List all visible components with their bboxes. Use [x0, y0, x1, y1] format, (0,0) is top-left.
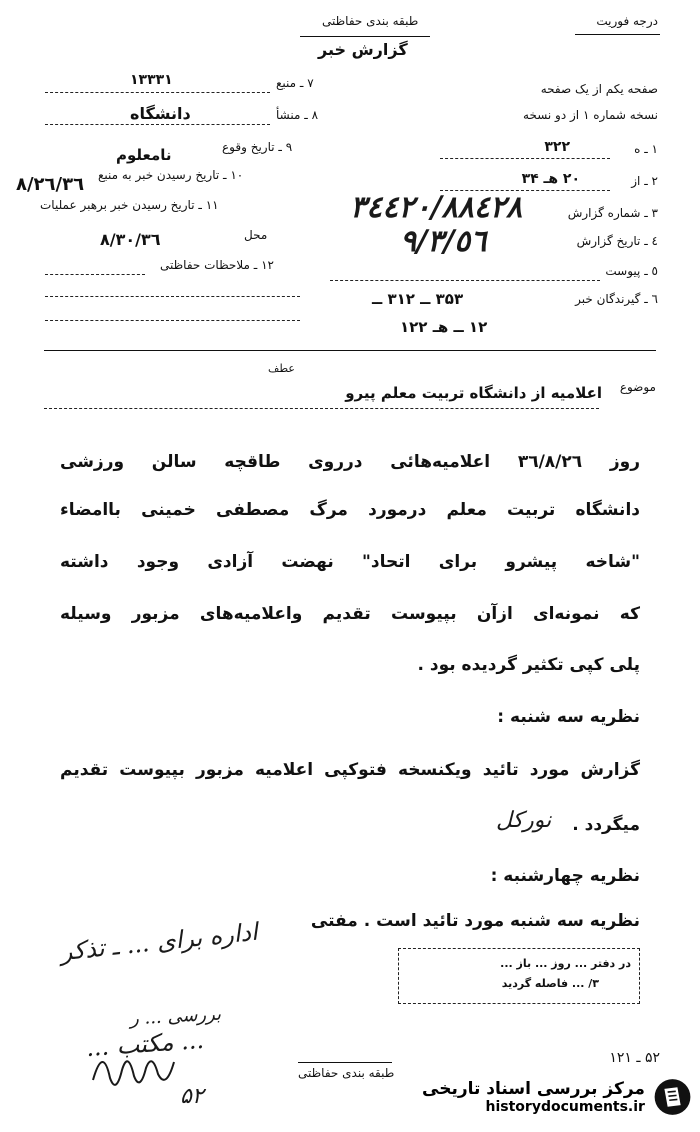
signature-scribble	[88, 1040, 178, 1100]
title-underline	[300, 36, 430, 37]
urgency-label: درجه فوریت	[596, 14, 658, 28]
watermark-name: مرکز بررسی اسناد تاریخی	[422, 1079, 645, 1099]
copy-number-field: نسخه شماره ۱ از دو نسخه	[523, 108, 658, 122]
report-date-label: ٤ ـ تاریخ گزارش	[576, 234, 658, 248]
watermark-url: historydocuments.ir	[485, 1099, 645, 1115]
subject-label: موضوع	[619, 380, 656, 394]
source-line	[45, 92, 270, 93]
body-line-4: که نمونه‌ای ازآن بپیوست تقدیم واعلامیه‌های مزبور وسیله	[60, 604, 640, 624]
wednesday-heading: نظریه چهارشنبه :	[490, 866, 640, 886]
tuesday-text-1: گزارش مورد تائید ویکنسخه فتوکپی اعلامیه مزبور بپیوست تقدیم	[60, 760, 640, 780]
source-label: ۷ ـ منبع	[276, 76, 314, 90]
tuesday-signature: نورکل	[496, 808, 552, 833]
handwritten-note-2: بررسی ... ر	[129, 1003, 222, 1030]
report-number-handwritten: ۳٤٤۲۰/۸۸٤۲۸	[350, 190, 523, 225]
recipients-line1: ۳۵۳ ــ ۳۱۲ ــ	[372, 290, 464, 308]
attachment-label: ٥ ـ پیوست	[605, 264, 658, 278]
notes-line-1	[45, 274, 145, 275]
origin-label: ۸ ـ منشأ	[276, 108, 319, 122]
recipients-line2: ۱۲ ــ هـ ۱۲۲	[400, 318, 488, 336]
handwritten-note-1: اداره برای ... ـ تذکر	[59, 917, 259, 967]
notes-label: ۱۲ ـ ملاحظات حفاظتی	[160, 258, 274, 272]
archive-watermark	[422, 1068, 692, 1126]
recv-source-label: ۱۰ ـ تاریخ رسیدن خبر به منبع	[98, 168, 244, 182]
body-line-2: دانشگاه تربیت معلم درمورد مرگ مصطفی خمینی باامضاء	[60, 500, 640, 520]
body-line-1: روز ۳٦/۸/۲٦ اعلامیه‌هائی درروی طاقچه سالن ورزشی	[60, 452, 640, 472]
handwritten-note-3: ... مکتب ...	[85, 1025, 205, 1063]
form-title: گزارش خبر	[318, 40, 408, 59]
body-line-3: "شاخه پیشرو برای اتحاد" نهضت آزادی وجود داشته	[60, 552, 640, 572]
tuesday-text-2: میگردد .	[572, 815, 640, 835]
urgency-underline	[575, 34, 660, 35]
item1-value: ۳۲۲	[544, 139, 570, 155]
classification-top: طبقه بندی حفاظتی	[322, 14, 419, 28]
attachment-line	[330, 280, 600, 281]
doc-code: ۵۲ ـ ۱۲۱	[609, 1050, 660, 1066]
atf-label: عطف	[268, 362, 295, 375]
item1-label: ۱ ـ ه	[634, 142, 658, 156]
recipients-label: ٦ ـ گیرندگان خبر	[575, 292, 658, 306]
recv-source-value: ۳٦/۸/۲٦	[16, 174, 85, 195]
event-date-label: ۹ ـ تاریخ وقوع	[222, 140, 293, 154]
notes-line-2	[45, 296, 300, 297]
archive-logo-icon	[653, 1073, 692, 1121]
place-label: محل	[244, 228, 268, 242]
item2-value: ۲۰ هـ ۳۴	[521, 171, 580, 187]
header-divider	[44, 350, 656, 351]
source-value: ۱۳۳۳۱	[130, 72, 173, 88]
subject-value: اعلامیه از دانشگاه تربیت معلم پیرو	[345, 384, 602, 402]
origin-value: دانشگاه	[130, 104, 191, 123]
stamp-line-2: ۳/ ... فاصله گردید	[501, 977, 599, 990]
notes-line-3	[45, 320, 300, 321]
registry-stamp	[398, 948, 640, 1004]
report-number-label: ۳ ـ شماره گزارش	[567, 206, 658, 220]
report-date-handwritten: ٥٦/۹/۳	[400, 224, 487, 259]
subject-line	[44, 408, 599, 409]
recv-ops-value: ۳٦/۸/۳۰	[100, 230, 161, 249]
handwritten-note-4: ۵۲	[180, 1084, 204, 1109]
footer-rule	[298, 1062, 392, 1063]
origin-line	[45, 124, 270, 125]
recv-ops-label: ۱۱ ـ تاریخ رسیدن خبر برهبر عملیات	[40, 198, 219, 212]
event-date-value: نامعلوم	[116, 146, 172, 164]
tuesday-heading: نظریه سه شنبه :	[497, 707, 640, 727]
body-line-5: پلی کپی تکثیر گردیده بود .	[417, 655, 640, 675]
wednesday-text: نظریه سه شنبه مورد تائید است . مفتی	[310, 911, 640, 931]
page-count-field: صفحه یکم از یک صفحه	[540, 82, 658, 96]
stamp-line-1: در دفتر ... روز ... باز ...	[500, 957, 631, 970]
classification-bottom: طبقه بندی حفاظتی	[298, 1066, 395, 1080]
item1-line	[440, 158, 610, 159]
item2-label: ۲ ـ از	[631, 174, 658, 188]
